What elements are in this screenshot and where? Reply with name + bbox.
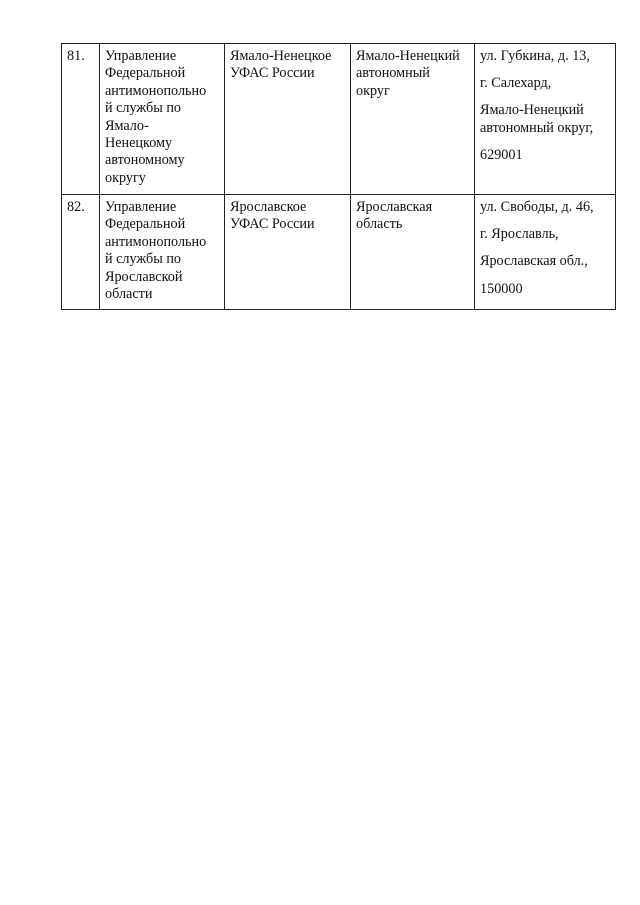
short-name-cell <box>225 195 351 310</box>
address-region: Ярославская обл., <box>480 253 588 270</box>
address-postcode: 629001 <box>480 147 523 164</box>
short-name: Ямало-Ненецкое УФАС России <box>230 48 332 82</box>
row-number: 82. <box>67 199 85 215</box>
region-name: Ярославская область <box>356 199 433 233</box>
short-name: Ярославское УФАС России <box>230 199 315 233</box>
ufas-table <box>61 43 616 310</box>
region-name: Ямало-Ненецкий автономный округ <box>356 48 460 99</box>
address-city: г. Ярославль, <box>480 226 559 243</box>
organization-name: Управление Федеральной антимонопольно й службы по Ярославской области <box>105 199 207 303</box>
table-row <box>62 44 616 195</box>
address-street: ул. Губкина, д. 13, <box>480 48 590 64</box>
organization-name: Управление Федеральной антимонопольно й службы по Ямало- Ненецкому автономному округу <box>105 48 207 186</box>
row-number: 81. <box>67 48 85 64</box>
address-cell <box>475 44 616 195</box>
organization-cell <box>100 44 225 195</box>
row-number-cell <box>62 44 100 195</box>
row-number-cell <box>62 195 100 310</box>
address-postcode: 150000 <box>480 280 523 297</box>
table-row <box>62 195 616 310</box>
address-region: Ямало-Ненецкий автономный округ, <box>480 102 594 136</box>
address-street: ул. Свободы, д. 46, <box>480 199 594 215</box>
region-cell <box>351 44 475 195</box>
address-city: г. Салехард, <box>480 75 552 92</box>
region-cell <box>351 195 475 310</box>
organization-cell <box>100 195 225 310</box>
short-name-cell <box>225 44 351 195</box>
address-cell <box>475 195 616 310</box>
